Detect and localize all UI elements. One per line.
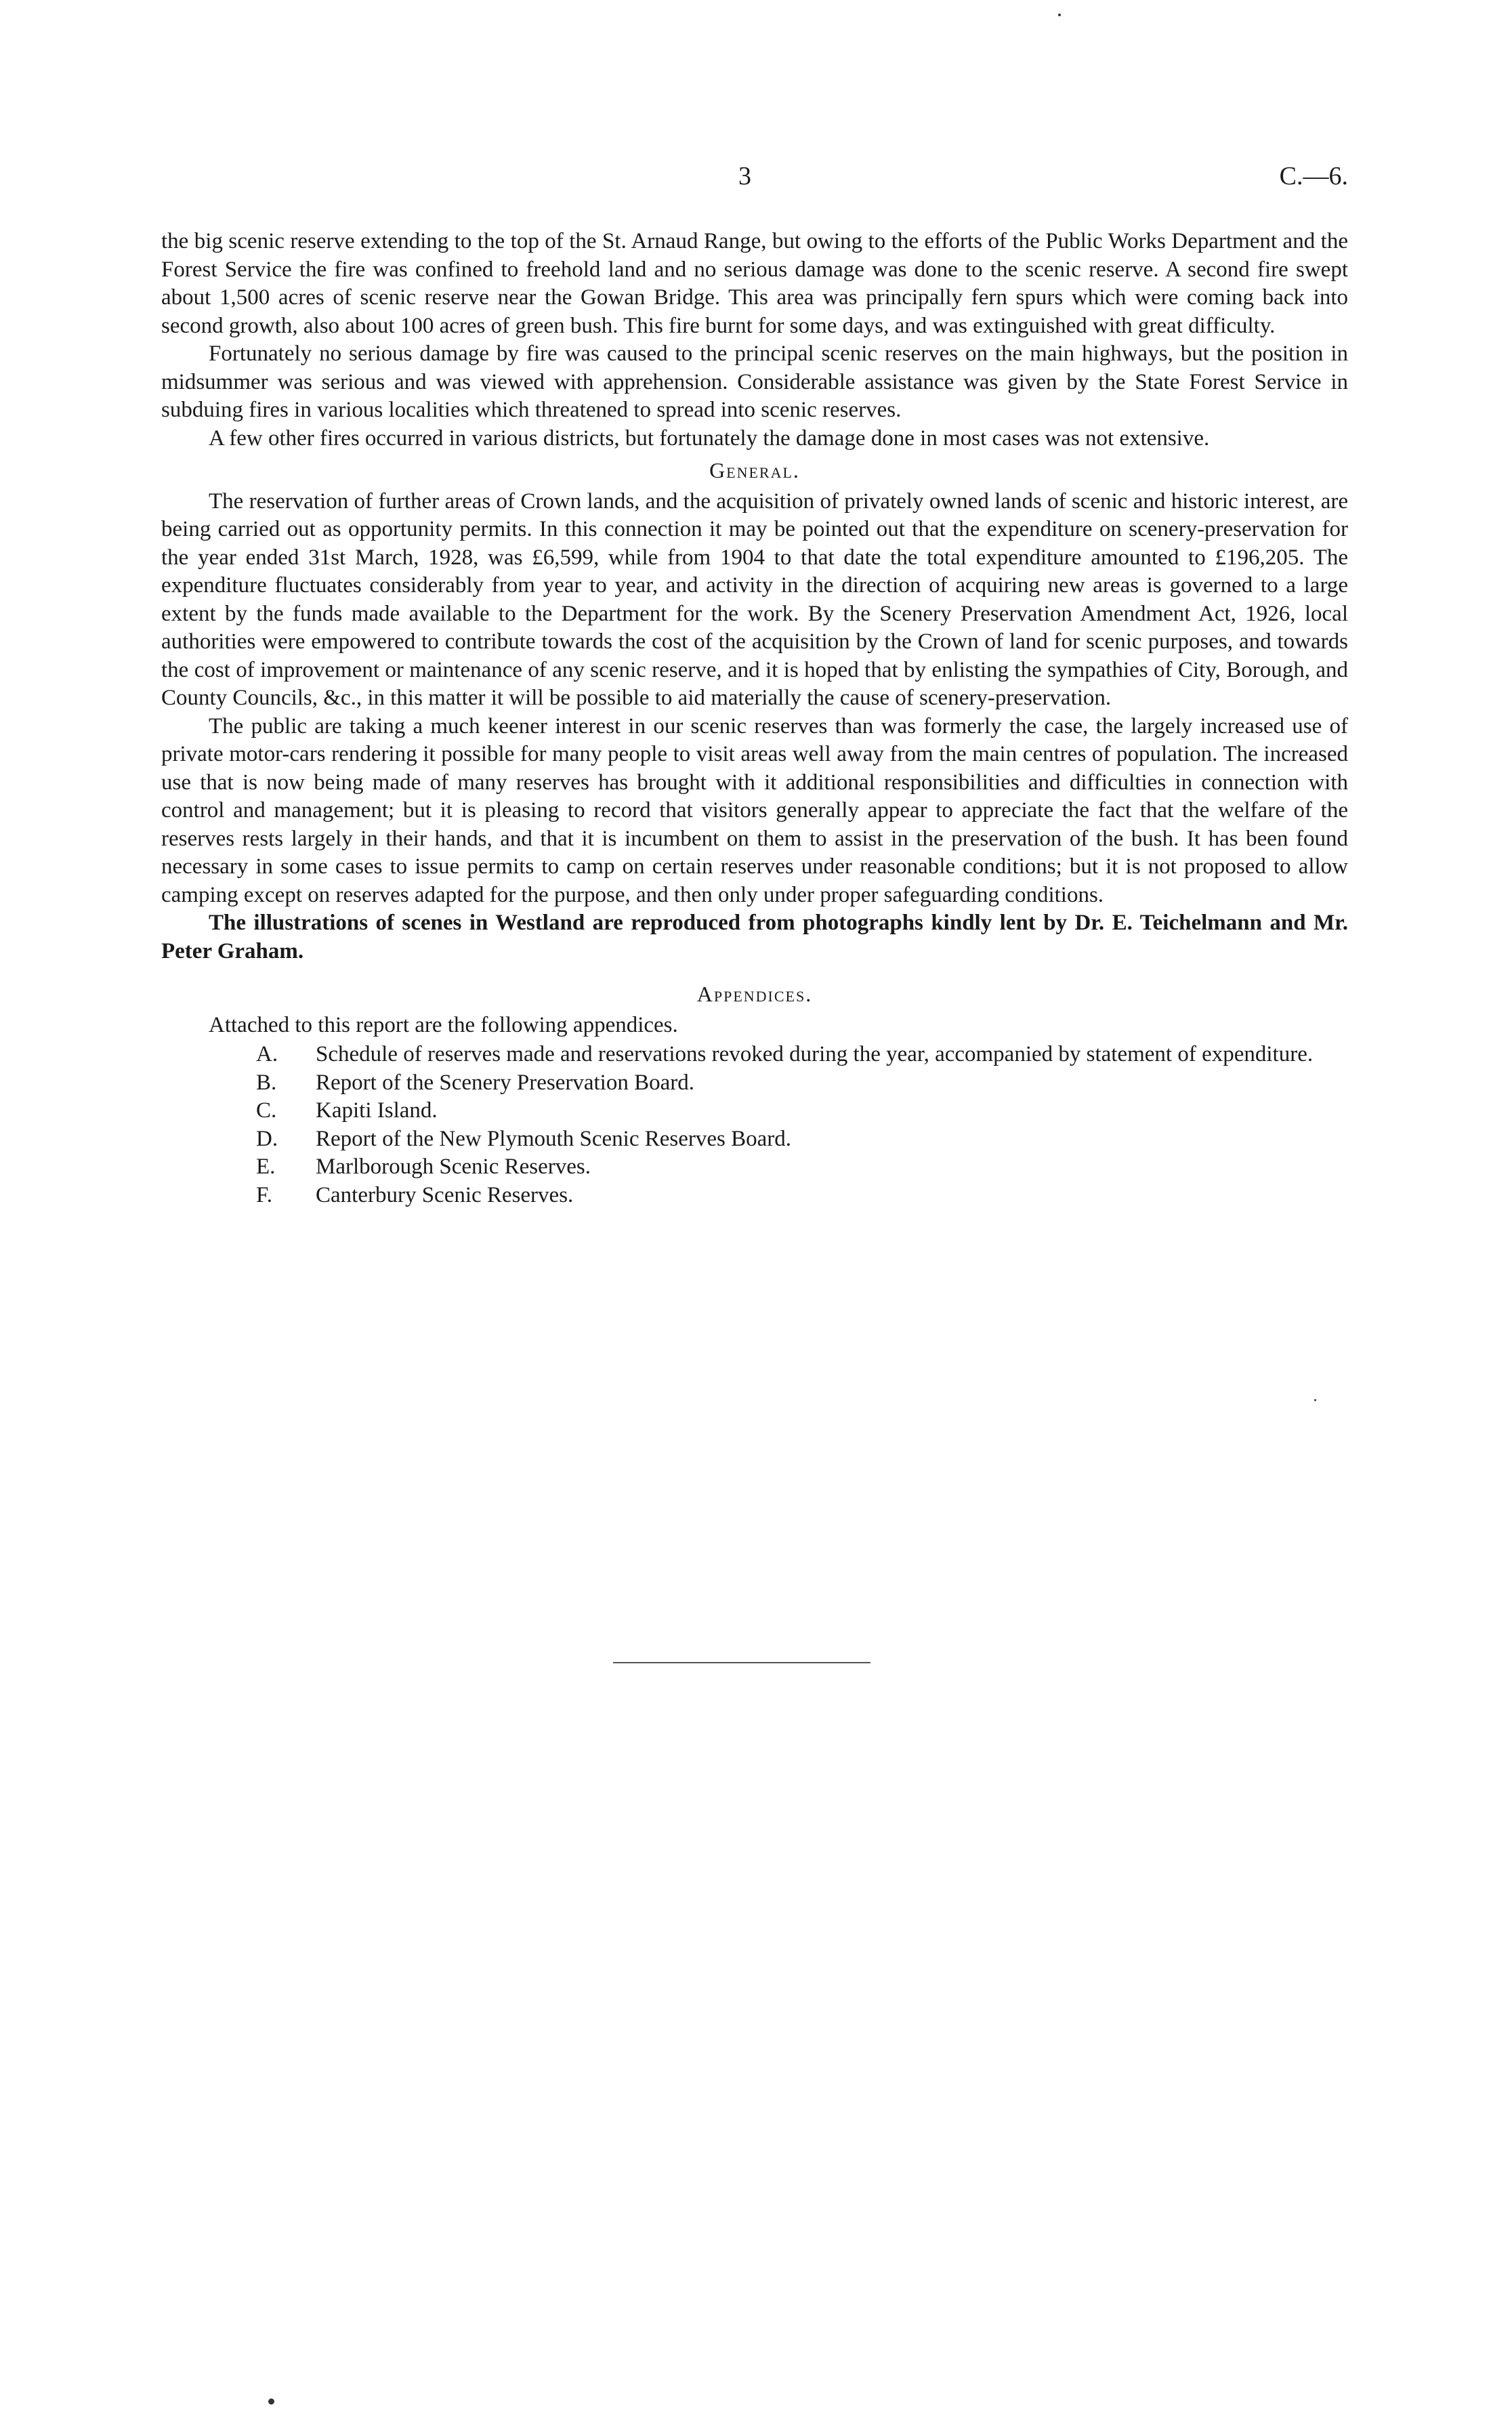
scan-speck [268,2398,274,2405]
list-item [161,1125,1348,1154]
report-body [161,228,1348,1209]
appendix-title: Kapiti Island. [316,1098,438,1123]
appendix-letter: E. [256,1155,276,1179]
list-item [161,1041,1348,1069]
appendix-letter: F. [256,1182,272,1207]
appendix-title: Report of the New Plymouth Scenic Reserves Board. [316,1126,792,1151]
paragraph-illustrations-note: The illustrations of scenes in Westland are reproduced from photographs kindly lent by Dr. E. Teichelmann and Mr. Peter Graham. [161,911,1348,963]
list-item [161,1097,1348,1125]
paragraph-general-reservation: The reservation of further areas of Crown lands, and the acquisition of privately owned lands of scenic and historic interest, are being carried out as opportunity permits. In this connection it may be pointed out that the expenditure on scenery-preservation for the year ended 31st March, 1928, was £6,599, while from 1904 to that date the total expenditure amounted to £196,205. The expenditure fluctuates considerably from year to year, and activity in the direction of acquiring new areas is governed to a large extent by the funds made available to the Department for the work. By the Scenery Preservation Amendment Act, 1926, local authorities were empowered to contribute towards the cost of the acquisition by the Crown of land for scenic purposes, and towards the cost of improvement or maintenance of any scenic reserve, and it is hoped that by enlisting the sympathies of City, Borough, and County Councils, &c., in this matter it will be possible to aid materially the cause of scenery-preservation. [161,488,1348,710]
appendix-list [161,1041,1348,1209]
appendix-title: Report of the Scenery Preservation Board. [316,1070,695,1095]
appendix-title: Schedule of reserves made and reservations revoked during the year, accompanied by statement of expenditure. [316,1042,1314,1066]
list-item [161,1069,1348,1098]
section-heading-appendices: Appendices. [696,982,813,1006]
document-reference: C.—6. [1279,162,1348,190]
appendix-letter: C. [256,1098,277,1123]
appendix-letter: A. [256,1042,278,1066]
section-heading-general: General. [709,458,800,482]
list-item [161,1182,1348,1210]
appendices-intro: Attached to this report are the following appendices. [209,1012,678,1037]
scan-speck [1314,1399,1316,1401]
appendix-letter: B. [256,1070,277,1095]
appendix-letter: D. [256,1126,278,1151]
appendix-title: Canterbury Scenic Reserves. [316,1182,574,1207]
scan-speck [1058,14,1061,16]
paragraph-fires-highways: Fortunately no serious damage by fire was caused to the principal scenic reserves on the main highways, but the position in midsummer was serious and was viewed with apprehension. Considerable assistance was given by the State Forest Service in subduing fires in various localities which threatened to spread into scenic reserves. [161,341,1348,422]
paragraph-general-public-interest: The public are taking a much keener interest in our scenic reserves than was formerly the case, the largely increased use of private motor-cars rendering it possible for many people to visit areas well away from the main centres of population. The increased use that is now being made of many reserves has brought with it additional responsibilities and difficulties in connection with control and management; but it is pleasing to record that visitors generally appear to appreciate the fact that the welfare of the reserves rests largely in their hands, and that it is incumbent on them to assist in the preservation of the bush. It has been found necessary in some cases to issue permits to camp on certain reserves under reasonable conditions; but it is not proposed to allow camping except on reserves adapted for the purpose, and then only under proper safeguarding conditions. [161,713,1348,907]
appendix-title: Marlborough Scenic Reserves. [316,1155,591,1179]
list-item [161,1153,1348,1182]
paragraph-fires-continued: the big scenic reserve extending to the top of the St. Arnaud Range, but owing to the efforts of the Public Works Department and the Forest Service the fire was confined to freehold land and no serious damage was done to the scenic reserve. A second fire swept about 1,500 acres of scenic reserve near the Gowan Bridge. This area was principally fern spurs which were coming back into second growth, also about 100 acres of green bush. This fire burnt for some days, and was extinguished with great difficulty. [161,229,1348,338]
page-header [161,161,1348,202]
closing-rule-divider [613,1662,870,1663]
page-number: 3 [738,162,751,190]
paragraph-fires-other: A few other fires occurred in various districts, but fortunately the damage done in most cases was not extensive. [209,425,1210,451]
